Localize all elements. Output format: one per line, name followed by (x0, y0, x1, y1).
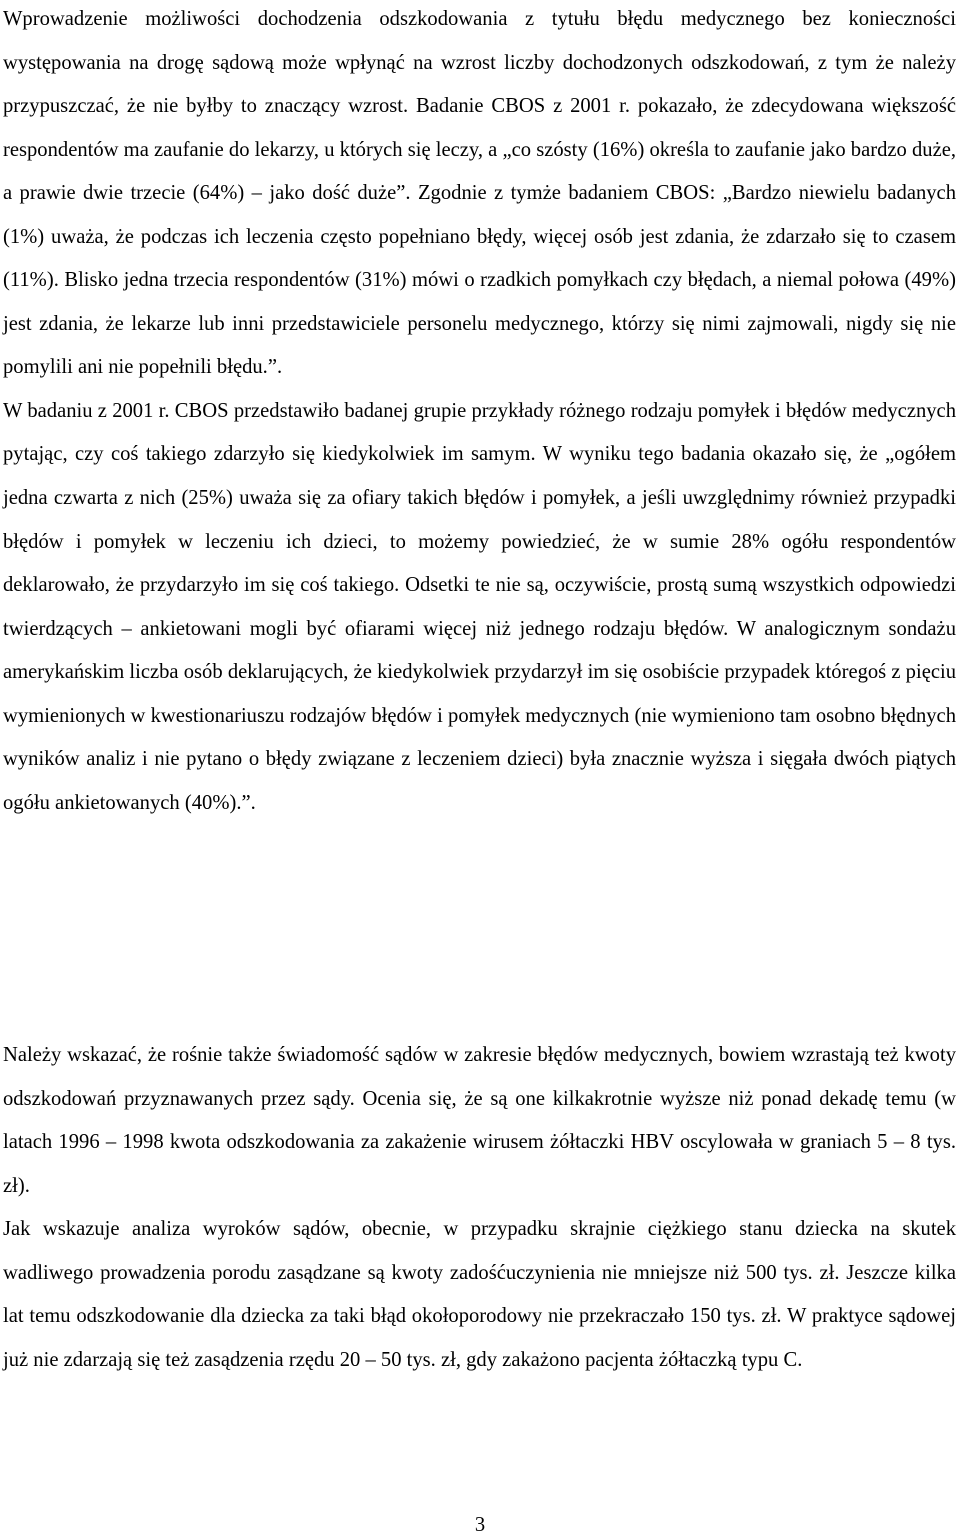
paragraph-cbos-trust: Wprowadzenie możliwości dochodzenia odszkodowania z tytułu błędu medycznego bez konieczności występowania na drogę sądową może wpłynąć na wzrost liczby dochodzonych odszkodowań, z tym że należy przypuszczać, że nie byłby to znaczący wzrost. Badanie CBOS z 2001 r. pokazało, że zdecydowana większość respondentów ma zaufanie do lekarzy, u których się leczy, a „co szósty (16%) określa to zaufanie jako bardzo duże, a prawie dwie trzecie (64%) – jako dość duże”. Zgodnie z tymże badaniem CBOS: „Bardzo niewielu badanych (1%) uważa, że podczas ich leczenia często popełniano błędy, więcej osób jest zdania, że zdarzało się to czasem (11%). Blisko jedna trzecia respondentów (31%) mówi o rzadkich pomyłkach czy błędach, a niemal połowa (49%) jest zdania, że lekarze lub inni przedstawiciele personelu medycznego, którzy się nimi zajmowali, nigdy się nie pomylili ani nie popełnili błędu.”. (3, 8, 956, 379)
paragraph-court-awareness: Należy wskazać, że rośnie także świadomość sądów w zakresie błędów medycznych, bowiem wzrastają też kwoty odszkodowań przyznawanych przez sądy. Ocenia się, że są one kilkakrotnie wyższe niż ponad dekadę temu (w latach 1996 – 1998 kwota odszkodowania za zakażenie wirusem żółtaczki HBV oscylowała w graniach 5 – 8 tys. zł). (3, 1044, 956, 1197)
page-number: 3 (474, 1514, 486, 1536)
paragraph-cbos-errors: W badaniu z 2001 r. CBOS przedstawiło badanej grupie przykłady różnego rodzaju pomyłek i błędów medycznych pytając, czy coś takiego zdarzyło się kiedykolwiek im samym. W wyniku tego badania okazało się, że „ogółem jedna czwarta z nich (25%) uważa się za ofiary takich błędów i pomyłek, a jeśli uwzględnimy również przypadki błędów i pomyłek w leczeniu ich dzieci, to możemy powiedzieć, że w sumie 28% ogółu respondentów deklarowało, że przydarzyło im się coś takiego. Odsetki te nie są, oczywiście, prostą sumą wszystkich odpowiedzi twierdzących – ankietowani mogli być ofiarami więcej niż jednego rodzaju błędów. W analogicznym sondażu amerykańskim liczba osób deklarujących, że kiedykolwiek przydarzył im się osobiście przypadek któregoś z pięciu wymienionych w kwestionariuszu rodzajów błędów i pomyłek medycznych (nie wymieniono tam osobno błędnych wyników analiz i nie pytano o błędy związane z leczeniem dzieci) była znacznie wyższa i sięgała dwóch piątych ogółu ankietowanych (40%).”. (3, 399, 956, 814)
paragraph-court-rulings: Jak wskazuje analiza wyroków sądów, obecnie, w przypadku skrajnie ciężkiego stanu dziecka na skutek wadliwego prowadzenia porodu zasądzane są kwoty zadośćuczynienia nie mniejsze niż 500 tys. zł. Jeszcze kilka lat temu odszkodowanie dla dziecka za taki błąd okołoporodowy nie przekraczało 150 tys. zł. W praktyce sądowej już nie zdarzają się też zasądzenia rzędu 20 – 50 tys. zł, gdy zakażono pacjenta żółtaczką typu C. (3, 1218, 956, 1371)
text-block-upper (3, 0, 956, 825)
text-block-lower (3, 1034, 956, 1382)
